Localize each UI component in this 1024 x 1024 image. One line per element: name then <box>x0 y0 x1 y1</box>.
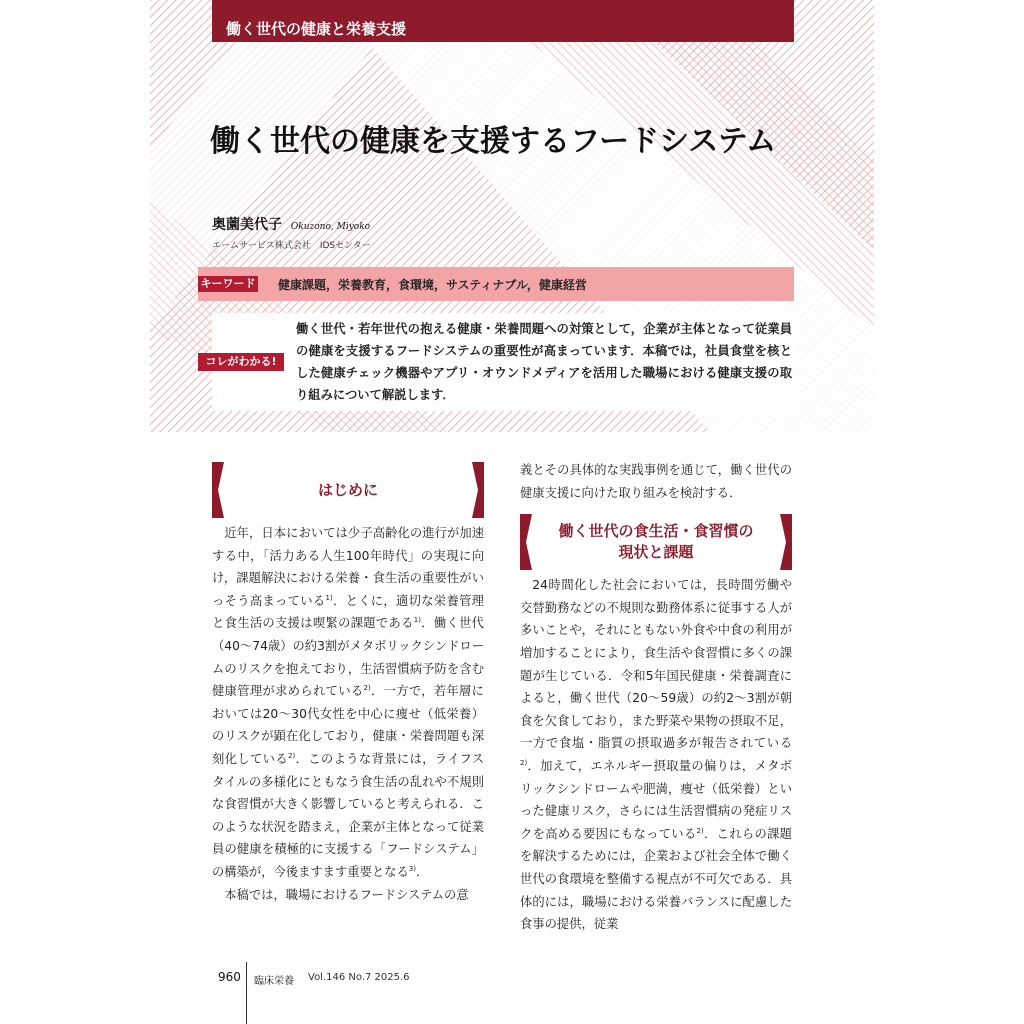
footer-divider <box>246 962 247 1024</box>
section-heading-intro <box>212 462 484 518</box>
author-roman: Okuzono, Miyoko <box>290 222 371 232</box>
column-right <box>520 459 792 936</box>
heading-bracket-left <box>212 462 224 518</box>
page-footer <box>150 962 874 1024</box>
page-number: 960 <box>218 970 241 984</box>
column-left <box>212 462 484 906</box>
hero-banner <box>150 0 874 432</box>
issues-paragraph-1: 24時間化した社会においては，長時間労働や交替勤務などの不規則な勤務体系に従事する人が多いことや，それにともない外食や中食の利用が増加することにより，食生活や食習慣に多くの課題が生じている．令和5年国民健康・栄養調査によると，働く世代（20〜59歳）の約2〜3割が朝食を欠食しており，また野菜や果物の摂取不足，一方で食塩・脂質の摂取過多が報告されている$^{2)}$．加えて，エネルギー摂取量の偏りは，メタボリックシンドロームや肥満，痩せ（低栄養）といった健康リスク，さらには生活習慣病の発症リスクを高める要因にもなっている$^{2)}$．これらの課題を解決するためには，企業および社会全体で働く世代の食環境を整備する視点が不可欠である．具体的には，職場における栄養バランスに配慮した食事の提供，従業 <box>520 578 792 932</box>
journal-name: 臨床栄養 <box>254 976 294 987</box>
heading-bracket-right <box>472 462 484 518</box>
series-header-bar <box>212 0 794 42</box>
section-heading-current-issues <box>520 514 792 570</box>
section-title-current-issues: 働く世代の食生活・食習慣の 現状と課題 <box>558 522 754 562</box>
heading-bracket-right <box>780 514 792 570</box>
author-line <box>212 214 370 234</box>
keyword-list: 健康課題，栄養教育，食環境，サスティナブル，健康経営 <box>278 278 587 292</box>
article-title: 働く世代の健康を支援するフードシステム <box>210 124 777 159</box>
author-affiliation: エームサービス株式会社 IDSセンター <box>212 241 371 251</box>
author-name: 奥薗美代子 <box>212 217 282 233</box>
summary-label: コレがわかる! <box>198 353 284 371</box>
section-title-intro: はじめに <box>317 480 378 499</box>
summary-text: 働く世代・若年世代の抱える健康・栄養問題への対策として，企業が主体となって従業員の健康を支援するフードシステムの重要性が高まっています．本稿では，社員食堂を核とした健康チェック機器やアプリ・オウンドメディアを活用した職場における健康支援の取り組みについて解説します． <box>296 322 792 402</box>
intro-paragraph-1: 近年，日本においては少子高齢化の進行が加速する中，「活力ある人生100年時代」の実現に向け，課題解決における栄養・食生活の重要性がいっそう高まっている$^{1)}$．とくに，適切な栄養管理と食生活の支援は喫緊の課題である$^{1)}$．働く世代（40〜74歳）の約3割がメタボリックシンドロームのリスクを抱えており，生活習慣病予防を含む健康管理が求められている$^{2)}$．一方で，若年層においては20〜30代女性を中心に痩せ（低栄養）のリスクが顕在化しており，健康・栄養問題も深刻化している$^{2)}$．このような背景には，ライフスタイルの多様化にともなう食生活の乱れや不規則な食習慣が大きく影響していると考えられる．このような状況を踏まえ，企業が主体となって従業員の健康を積極的に支援する「フードシステム」の構築が，今後ますます重要となる$^{3)}$． <box>212 526 484 879</box>
heading-bracket-left <box>520 514 532 570</box>
keyword-band <box>198 267 794 301</box>
intro-paragraph-2-start: 本稿では，職場におけるフードシステムの意 <box>224 887 469 902</box>
keyword-label: キーワード <box>198 276 258 292</box>
series-label: 働く世代の健康と栄養支援 <box>226 20 407 38</box>
page <box>150 0 874 1024</box>
journal-volume: Vol.146 No.7 2025.6 <box>308 972 410 983</box>
intro-paragraph-2-continued: 義とその具体的な実践事例を通じて，働く世代の健康支援に向けた取り組みを検討する． <box>520 463 792 500</box>
